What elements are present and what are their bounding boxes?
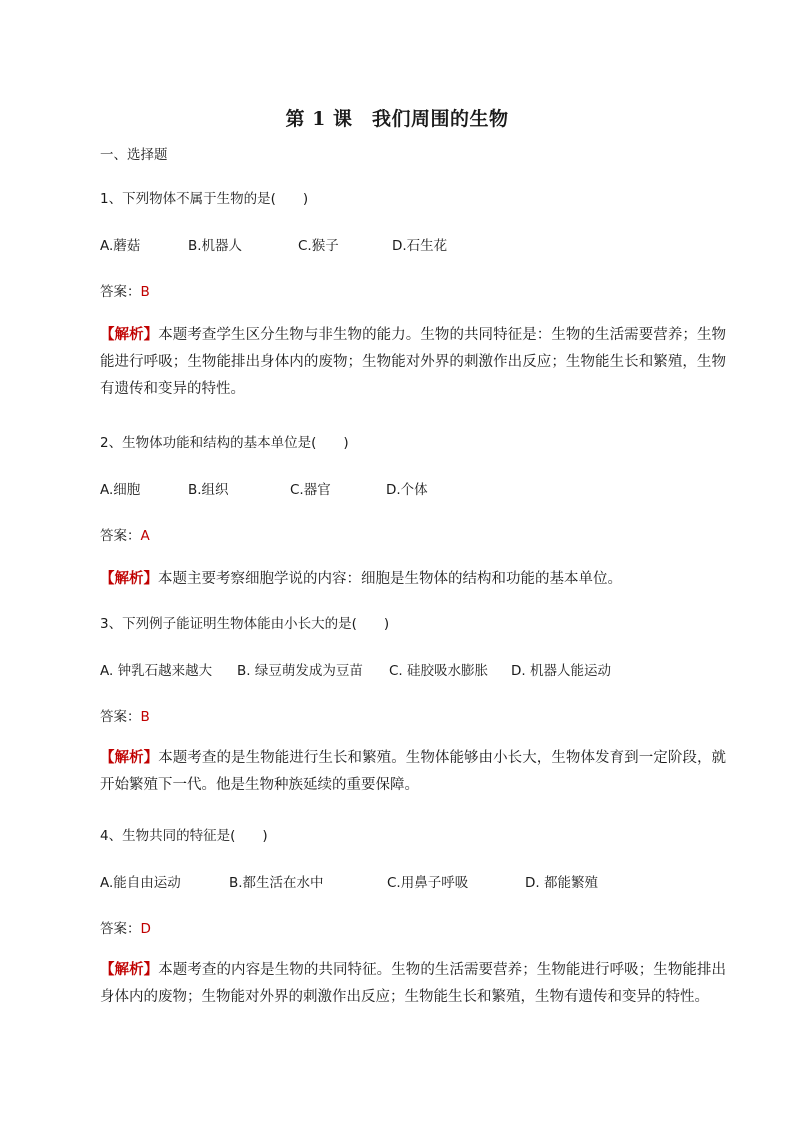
- option-a: A.能自由运动: [100, 875, 181, 891]
- answer-key: A: [140, 528, 150, 544]
- option-c: C.用鼻子呼吸: [387, 875, 469, 891]
- answer-label: 答案：: [100, 709, 141, 725]
- answer-label: 答案：: [100, 528, 141, 544]
- analysis: [100, 957, 726, 1011]
- question-stem: 1、下列物体不属于生物的是( ): [100, 191, 309, 207]
- analysis: [100, 322, 726, 403]
- option-a: A. 钟乳石越来越大: [100, 663, 213, 679]
- answer-label: 答案：: [100, 284, 141, 300]
- analysis-text: 本题考查学生区分生物与非生物的能力。生物的共同特征是：生物的生活需要营养；生物能进行呼吸；生物能排出身体内的废物；生物能对外界的刺激作出反应；生物能生长和繁殖，生物有遗传和变异的特性。: [100, 327, 727, 397]
- answer-label: 答案：: [100, 921, 141, 937]
- question-stem: 2、生物体功能和结构的基本单位是( ): [100, 435, 349, 451]
- analysis-tag: 【解析】: [100, 571, 158, 587]
- analysis-tag: 【解析】: [100, 327, 159, 343]
- option-b: B.都生活在水中: [229, 875, 324, 891]
- analysis-text: 本题考查的是生物能进行生长和繁殖。生物体能够由小长大，生物体发育到一定阶段，就开始繁殖下一代。他是生物种族延续的重要保障。: [100, 750, 727, 793]
- analysis-tag: 【解析】: [100, 962, 159, 978]
- question-stem: 4、生物共同的特征是( ): [100, 828, 268, 844]
- analysis-text: 本题主要考察细胞学说的内容：细胞是生物体的结构和功能的基本单位。: [158, 571, 622, 587]
- analysis-text: 本题考查的内容是生物的共同特征。生物的生活需要营养；生物能进行呼吸；生物能排出身体内的废物；生物能对外界的刺激作出反应；生物能生长和繁殖，生物有遗传和变异的特性。: [100, 962, 727, 1005]
- answer-key: B: [140, 709, 150, 725]
- option-b: B. 绿豆萌发成为豆苗: [237, 663, 363, 679]
- option-c: C.器官: [290, 482, 331, 498]
- answer: [100, 280, 150, 300]
- option-d: D.石生花: [392, 238, 448, 254]
- answer: [100, 917, 151, 937]
- question-stem: 3、下列例子能证明生物体能由小长大的是( ): [100, 616, 390, 632]
- answer-key: D: [140, 921, 151, 937]
- option-a: A.细胞: [100, 482, 141, 498]
- option-c: C. 硅胶吸水膨胀: [389, 663, 489, 679]
- analysis: [100, 566, 726, 593]
- page-title: 第 1 课 我们周围的生物: [285, 108, 509, 130]
- option-c: C.猴子: [298, 238, 339, 254]
- option-a: A.蘑菇: [100, 238, 141, 254]
- option-b: B.机器人: [188, 238, 243, 254]
- option-b: B.组织: [188, 482, 229, 498]
- option-d: D.个体: [386, 482, 428, 498]
- analysis: [100, 745, 726, 799]
- answer-key: B: [140, 284, 150, 300]
- analysis-tag: 【解析】: [100, 750, 159, 766]
- section-heading: 一、选择题: [100, 147, 168, 163]
- option-d: D. 都能繁殖: [525, 875, 598, 891]
- option-d: D. 机器人能运动: [511, 663, 611, 679]
- answer: [100, 705, 150, 725]
- answer: [100, 524, 150, 544]
